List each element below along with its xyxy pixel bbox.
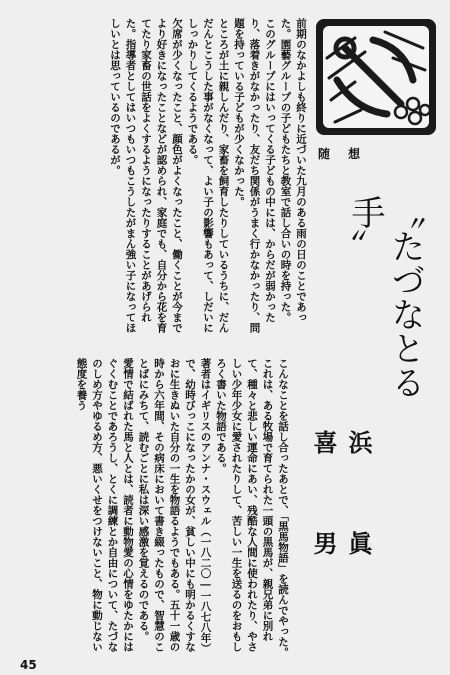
author-name: 浜 眞 喜 男 [309, 430, 373, 579]
page-number: 45 [20, 658, 37, 672]
essay-category-label: 随想 [318, 147, 379, 161]
essay-title: 〝たづなとる手〟 [345, 195, 425, 399]
body-text-bottom: こんなことを話し合ったあとで、「黒馬物語」を読んでやった。 これは、ある牧場で育てられた一頭の黒馬が、親兄弟に別れて、種々と悲しい運命にあい、残酷な人間に使われたり、やさしい少年少女に愛されたりして、苦しい一生を送るのをおもしろく書いた物語である。 著者はイギリスのアンナ・スウェル（一八二〇―一八七八年）で、幼時びっこになったかの女が、貧しい中にも明かるくすなおに生きぬいた自分の一生を物語るようでもある。五十一歳の時から六年間、その病床において書き綴ったもので、智慧のことばにみちて、読むごとに私は深い感激を覚えるのである。 愛情で結ばれた馬と人とは、読者に動物愛の心情をゆたかにはぐくむことであろうし、とくに調練とか自由について、たづなのしめ方やゆるめ方、悪いくせをつけないこと、物に動じない態度を養う [75, 358, 289, 658]
anchor-illustration [315, 18, 437, 136]
body-text-top: 前期のなかよしも終りに近づいた九月のある雨の日のことであった。園藝グループの子どもたちと教室で話し合いの時を持った。 このグループにはいってくる子どもの中には、からだが弱かったり、落着きがなかったり、友だち関係がうまく行かなかったり、問題を持っている子どもが少くなかった。 ところが土に親しんだり、家畜を飼育したりしているうちに、だんだんとこうした事がなくなって、よい子の影響もあって、しだいにしっかりしてくるようである。 欠席が少くなったこと、顔色がよくなったこと、働くことが今までより好きになったことなどが認められ、家庭でも、自分から花を育てたり家畜の世話をよくするようになったりすることがあげられた。指導者としてはいつもいつもこうしたがまん強い子になってほしいとは思っているのであるが。 [109, 18, 307, 333]
anchor-woodcut-icon [315, 18, 437, 136]
